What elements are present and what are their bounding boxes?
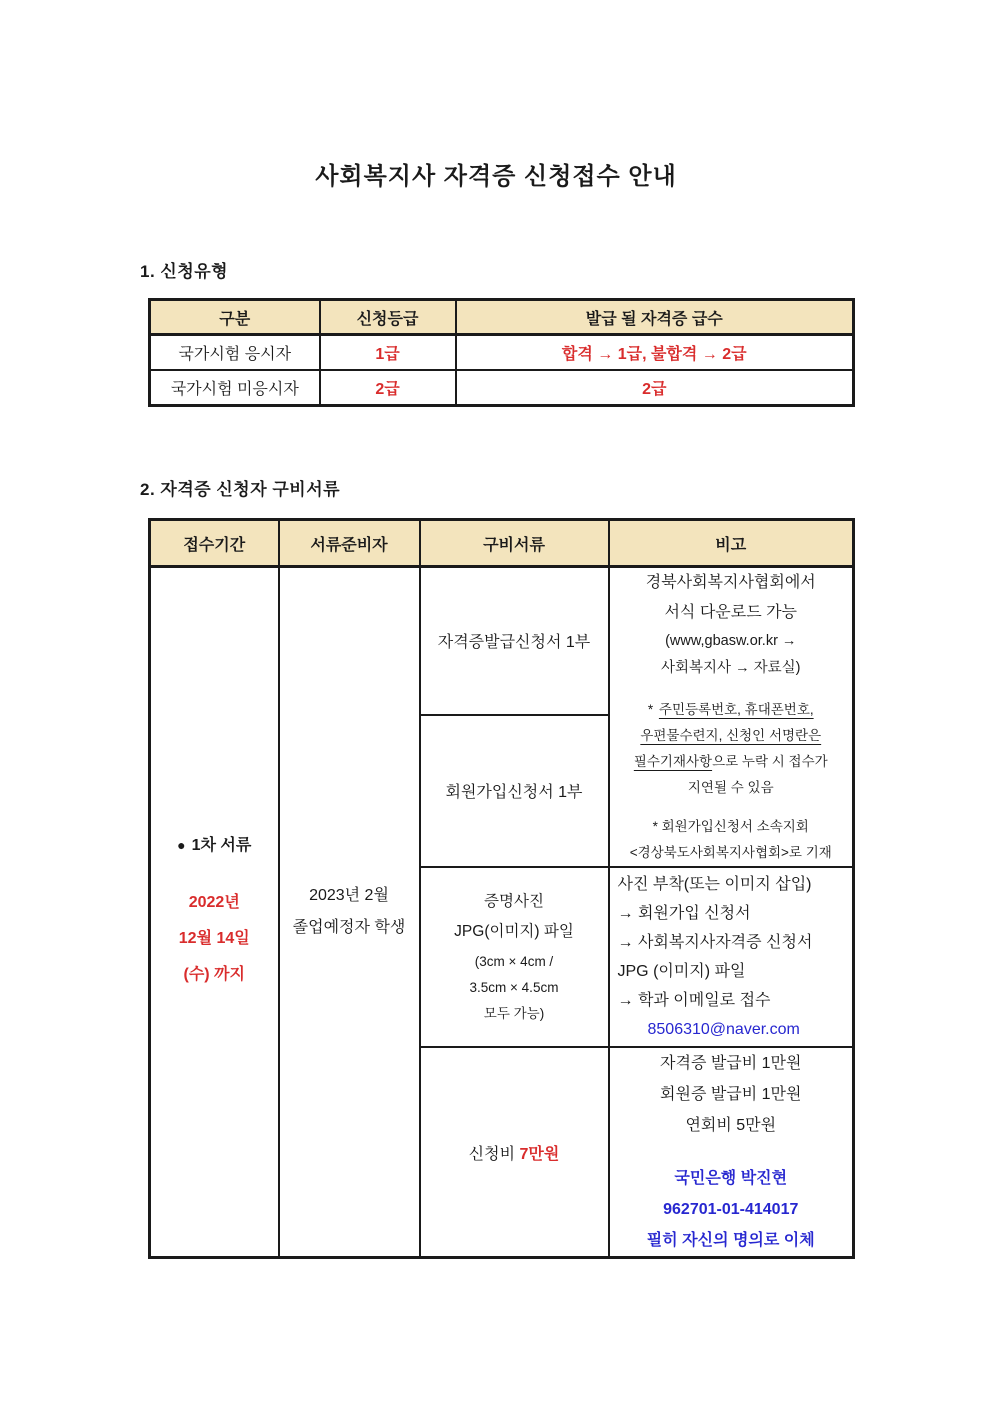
preparer-line: 졸업예정자 학생 — [292, 919, 406, 936]
doc-line: JPG(이미지) 파일 — [454, 923, 574, 940]
fee-breakdown — [610, 1048, 853, 1141]
note-line: <경상북도사회복지사협회>로 기재 — [629, 845, 832, 860]
fee-label: 신청비 — [468, 1145, 516, 1163]
doc-cell-fee — [420, 1047, 609, 1258]
t1-header-row — [150, 300, 854, 335]
remark-note-branch — [610, 814, 853, 866]
page-title: 사회복지사 자격증 신청접수 안내 — [315, 163, 677, 190]
t1-row2-grade: 2급 — [320, 370, 456, 406]
remark-line: → 학과 이메일로 접수 — [617, 992, 771, 1009]
t2-header-period: 접수기간 — [150, 520, 279, 567]
bank-line: 962701-01-414017 — [663, 1201, 799, 1218]
remark-line: (www,gbasw.or.kr → — [665, 633, 797, 649]
required-documents-table — [148, 518, 855, 1259]
deadline-line: 12월 14일 — [178, 929, 250, 947]
table-row — [150, 370, 854, 406]
underlined-text: 주민등록번호, 휴대폰번호, — [658, 702, 814, 717]
deadline-line: (수) 까지 — [183, 965, 245, 983]
bullet-icon: ● — [177, 836, 186, 853]
t2-header-row — [150, 520, 854, 567]
remark-line: JPG (이미지) 파일 — [617, 963, 746, 980]
remark-cell-photo — [609, 867, 854, 1047]
table-row — [150, 335, 854, 371]
note-line: 지연될 수 있음 — [687, 780, 774, 795]
remark-note-required-fields — [610, 697, 853, 801]
t1-row2-category: 국가시험 미응시자 — [150, 370, 320, 406]
doc-line: (3cm × 4cm / — [474, 954, 554, 969]
doc-line: 모두 가능) — [483, 1006, 545, 1021]
doc-line: 3.5cm × 4.5cm — [469, 980, 559, 995]
period-cell — [150, 567, 279, 1258]
remark-line: 서식 다운로드 가능 — [664, 604, 798, 621]
period-round-label — [151, 832, 278, 855]
underlined-text: 필수기재사항 — [633, 754, 713, 769]
period-deadline — [151, 885, 278, 993]
preparer-cell — [279, 567, 420, 1258]
doc-cell-membership-application: 회원가입신청서 1부 — [420, 715, 609, 867]
bank-line: 국민은행 박진현 — [674, 1170, 788, 1187]
doc-cell-certificate-application: 자격증발급신청서 1부 — [420, 567, 609, 715]
t1-header-grade: 신청등급 — [320, 300, 456, 335]
t2-header-remarks: 비고 — [609, 520, 854, 567]
doc-cell-photo — [420, 867, 609, 1047]
remark-cell-download — [609, 567, 854, 868]
fee-amount: 7만원 — [519, 1145, 560, 1163]
remark-line: → 회원가입 신청서 — [617, 905, 751, 922]
t2-header-documents: 구비서류 — [420, 520, 609, 567]
remark-line: 경북사회복지사협회에서 — [645, 574, 816, 591]
email-address: 8506310@naver.com — [647, 1021, 800, 1038]
preparer-line: 2023년 2월 — [309, 887, 389, 904]
note-line — [610, 749, 853, 775]
remark-line: 사회복지사 → 자료실) — [661, 660, 801, 676]
section1-heading: 1. 신청유형 — [140, 262, 229, 281]
note-line: * 회원가입신청서 소속지회 — [652, 819, 809, 834]
underlined-text: 우편물수련지, 신청인 서명란은 — [640, 728, 822, 743]
t2-header-preparer: 서류준비자 — [279, 520, 420, 567]
period-round-text: 1차 서류 — [191, 836, 252, 854]
table-row — [150, 567, 854, 715]
photo-doc-main — [421, 887, 608, 947]
note-text: 으로 누락 시 접수가 — [712, 754, 828, 769]
t1-row1-category: 국가시험 응시자 — [150, 335, 320, 371]
remark-line: → 사회복지사자격증 신청서 — [617, 934, 813, 951]
t1-row2-result: 2급 — [456, 370, 854, 406]
t1-header-category: 구분 — [150, 300, 320, 335]
fee-line: 회원증 발급비 1만원 — [660, 1086, 802, 1103]
bank-transfer-info — [610, 1163, 853, 1256]
bank-line: 필히 자신의 명의로 이체 — [646, 1232, 815, 1249]
t1-row1-result: 합격 → 1급, 불합격 → 2급 — [456, 335, 854, 371]
fee-line: 자격증 발급비 1만원 — [660, 1055, 802, 1072]
asterisk: * — [647, 702, 654, 717]
remark-line: 사진 부착(또는 이미지 삽입) — [617, 876, 812, 893]
remark-cell-fee — [609, 1047, 854, 1258]
t1-row1-grade: 1급 — [320, 335, 456, 371]
t1-header-result: 발급 될 자격증 급수 — [456, 300, 854, 335]
application-type-table — [148, 298, 855, 407]
deadline-line: 2022년 — [188, 893, 240, 911]
note-line — [610, 697, 853, 723]
note-line — [610, 723, 853, 749]
fee-line: 연회비 5만원 — [685, 1117, 777, 1134]
photo-doc-sizes — [421, 949, 608, 1027]
section2-heading: 2. 자격증 신청자 구비서류 — [140, 480, 341, 499]
doc-line: 증명사진 — [484, 893, 544, 910]
